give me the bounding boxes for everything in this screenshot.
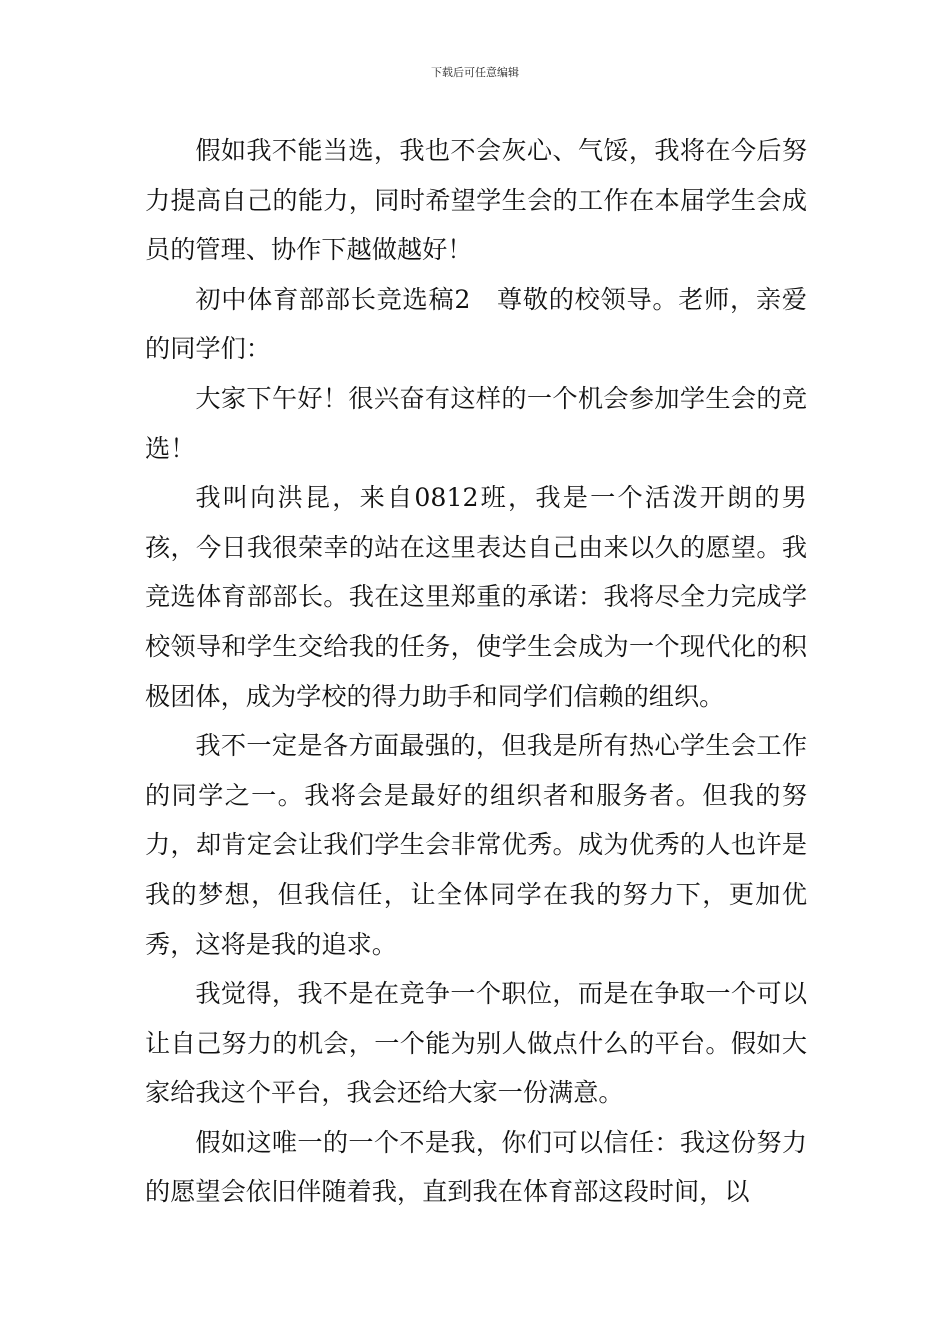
paragraph-3: 大家下午好！很兴奋有这样的一个机会参加学生会的竞选！ xyxy=(145,383,807,463)
document-body xyxy=(145,126,807,1217)
paragraph-7: 假如这唯一的一个不是我，你们可以信任：我这份努力的愿望会依旧伴随着我，直到我在体育部这段时间，以 xyxy=(145,1127,807,1207)
page-header: 下载后可任意编辑 xyxy=(431,66,519,79)
paragraph-4: 我叫向洪昆，来自0812班，我是一个活泼开朗的男孩，今日我很荣幸的站在这里表达自己由来以久的愿望。我竞选体育部部长。我在这里郑重的承诺：我将尽全力完成学校领导和学生交给我的任务，使学生会成为一个现代化的积极团体，成为学校的得力助手和同学们信赖的组织。 xyxy=(145,483,807,711)
paragraph-1: 假如我不能当选，我也不会灰心、气馁，我将在今后努力提高自己的能力，同时希望学生会的工作在本届学生会成员的管理、协作下越做越好！ xyxy=(145,136,807,265)
paragraph-2: 初中体育部部长竞选稿2 尊敬的校领导。老师，亲爱的同学们： xyxy=(145,284,807,364)
paragraph-5: 我不一定是各方面最强的，但我是所有热心学生会工作的同学之一。我将会是最好的组织者和服务者。但我的努力，却肯定会让我们学生会非常优秀。成为优秀的人也许是我的梦想，但我信任，让全体同学在我的努力下，更加优秀，这将是我的追求。 xyxy=(145,731,807,959)
paragraph-6: 我觉得，我不是在竞争一个职位，而是在争取一个可以让自己努力的机会，一个能为别人做点什么的平台。假如大家给我这个平台，我会还给大家一份满意。 xyxy=(145,979,807,1108)
